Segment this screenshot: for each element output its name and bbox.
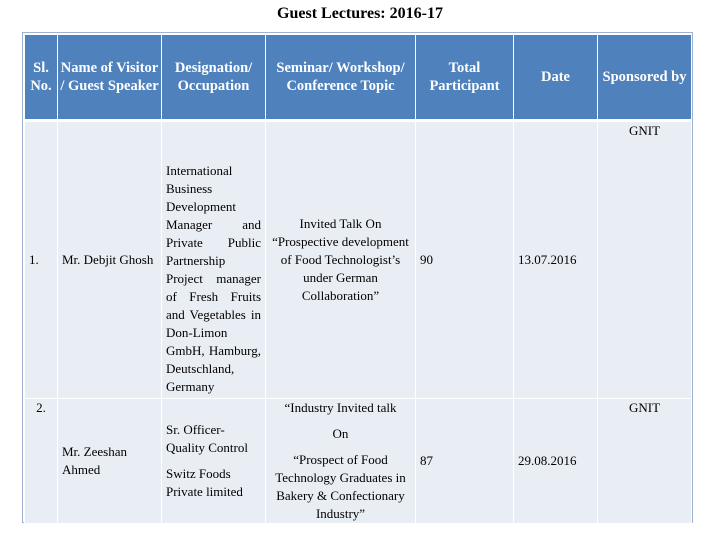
header-date: Date [514, 35, 598, 121]
table-row [25, 399, 692, 524]
row-topic [266, 121, 416, 399]
header-row [25, 35, 692, 121]
header-designation: Designation/ Occupation [162, 35, 266, 121]
header-sponsored-by: Sponsored by [598, 35, 692, 121]
header-sl-no: Sl. No. [25, 35, 58, 121]
topic-line: Invited Talk On “Prospective development of Food Technologist’s under German Collaboration” [272, 216, 409, 303]
row-sl-no: 2. [25, 399, 58, 524]
row-sponsor: GNIT [598, 399, 692, 524]
page-title: Guest Lectures: 2016-17 [277, 5, 443, 22]
designation-line: Sr. Officer-Quality Control [166, 422, 248, 455]
guest-lectures-table [24, 34, 692, 524]
row-sponsor: GNIT [598, 121, 692, 399]
row-date: 29.08.2016 [514, 399, 598, 524]
row-topic [266, 399, 416, 524]
topic-line: On [332, 426, 349, 441]
header-guest-speaker: Name of Visitor / Guest Speaker [58, 35, 162, 121]
table-row [25, 121, 692, 399]
row-sl-no: 1. [25, 121, 58, 399]
row-participants: 87 [416, 399, 514, 524]
topic-line: “Prospect of Food Technology Graduates in Bakery & Confectionary Industry” [275, 452, 406, 521]
row-speaker-name: Mr. Zeeshan Ahmed [58, 399, 162, 524]
row-designation [162, 399, 266, 524]
header-topic: Seminar/ Workshop/ Conference Topic [266, 35, 416, 121]
designation-line: Switz Foods Private limited [166, 466, 243, 499]
header-total-participant: Total Participant [416, 35, 514, 121]
row-participants: 90 [416, 121, 514, 399]
row-date: 13.07.2016 [514, 121, 598, 399]
row-speaker-name: Mr. Debjit Ghosh [58, 121, 162, 399]
topic-line: “Industry Invited talk [284, 400, 397, 415]
row-designation: International Business Development Manager and Private Public Partnership Project manager of Fresh Fruits and Vegetables in Don-Limon GmbH, Hamburg, Deutschland, Germany [162, 121, 266, 399]
